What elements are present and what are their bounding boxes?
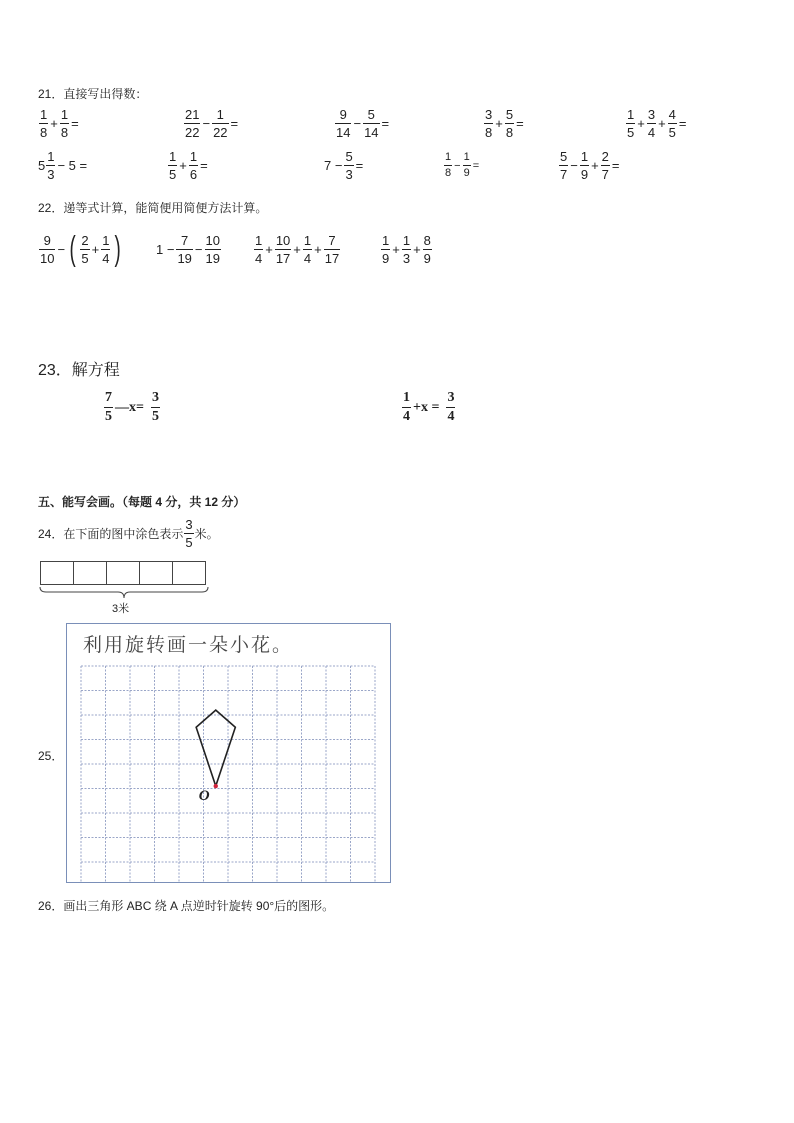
q21-row2-expr2: $\frac{1}{5}$ + $\frac{1}{6}$ = [169,149,208,182]
q25-rotation-center [214,784,218,788]
q23-title: 23．解方程 [38,362,120,379]
q25-kite-shape [196,710,235,786]
q24-bar-cell[interactable] [74,562,107,584]
q22-title: 22．递等式计算，能简便用简便方法计算。 [38,201,268,215]
q25-grid-drawing[interactable] [67,624,390,882]
q21-title: 21．直接写出得数： [38,87,148,101]
q26-instruction: 26．画出三角形 ABC 绕 A 点逆时针旋转 90°后的图形。 [38,899,335,913]
q22-expr1: $\frac{9}{10}$ − ( $\frac{2}{5}$ + $\frac{1}{4}$ ) [40,230,122,268]
q24-brace-label: 3米 [112,603,130,615]
q24-bar-cell[interactable] [107,562,140,584]
q21-row1-expr4: $\frac{3}{8}$ + $\frac{5}{8}$ = [485,107,524,140]
q21-row2-expr5: $\frac{5}{7}$ − $\frac{1}{9}$ + $\frac{2}{7}$ = [560,149,620,182]
q24-brace [38,586,210,600]
q24-bar-cell[interactable] [41,562,74,584]
q24-instruction: 24．在下面的图中涂色表示 $\frac{3}{5}$ 米。 [38,517,219,550]
q24-bar-cell[interactable] [173,562,205,584]
section-five-title: 五、能写会画。（每题 4 分，共 12 分） [38,495,246,509]
q22-expr3: $\frac{1}{4}$ + $\frac{10}{17}$ + $\frac{1}{4}$ + $\frac{7}{17}$ [255,233,340,266]
q21-row1-expr2: $\frac{21}{22}$ − $\frac{1}{22}$ = [185,107,239,140]
q23-equation2: $\frac{1}{4}$ +x = $\frac{3}{4}$ [403,390,455,424]
q21-row2-expr4: $\frac{1}{8}$ − $\frac{1}{9}$ = [445,151,480,179]
q25-point-o-label: O [198,788,210,805]
q25-grid-lines [81,666,375,882]
q21-row1-expr5: $\frac{1}{5}$ + $\frac{3}{4}$ + $\frac{4}{5}$ = [627,107,687,140]
q23-equation1: $\frac{7}{5}$ —x= $\frac{3}{5}$ [105,390,159,424]
q21-row2-expr1: 5 $\frac{1}{3}$ − 5 = [38,149,88,182]
q25-grid-figure [66,623,391,883]
q24-bar-cell[interactable] [140,562,173,584]
q22-expr2: 1 − $\frac{7}{19}$ − $\frac{10}{19}$ [156,233,220,266]
q21-row2-expr3: 7 − $\frac{5}{3}$ = [324,149,364,182]
q25-label: 25． [38,749,64,763]
q21-row1-expr1: $\frac{1}{8}$ + $\frac{1}{8}$ = [40,107,79,140]
q24-bar[interactable] [40,561,206,585]
q25-grid-title: 利用旋转画一朵小花。 [83,634,294,656]
q22-expr4: $\frac{1}{9}$ + $\frac{1}{3}$ + $\frac{8}{9}$ [382,233,431,266]
q21-row1-expr3: $\frac{9}{14}$ − $\frac{5}{14}$ = [336,107,390,140]
